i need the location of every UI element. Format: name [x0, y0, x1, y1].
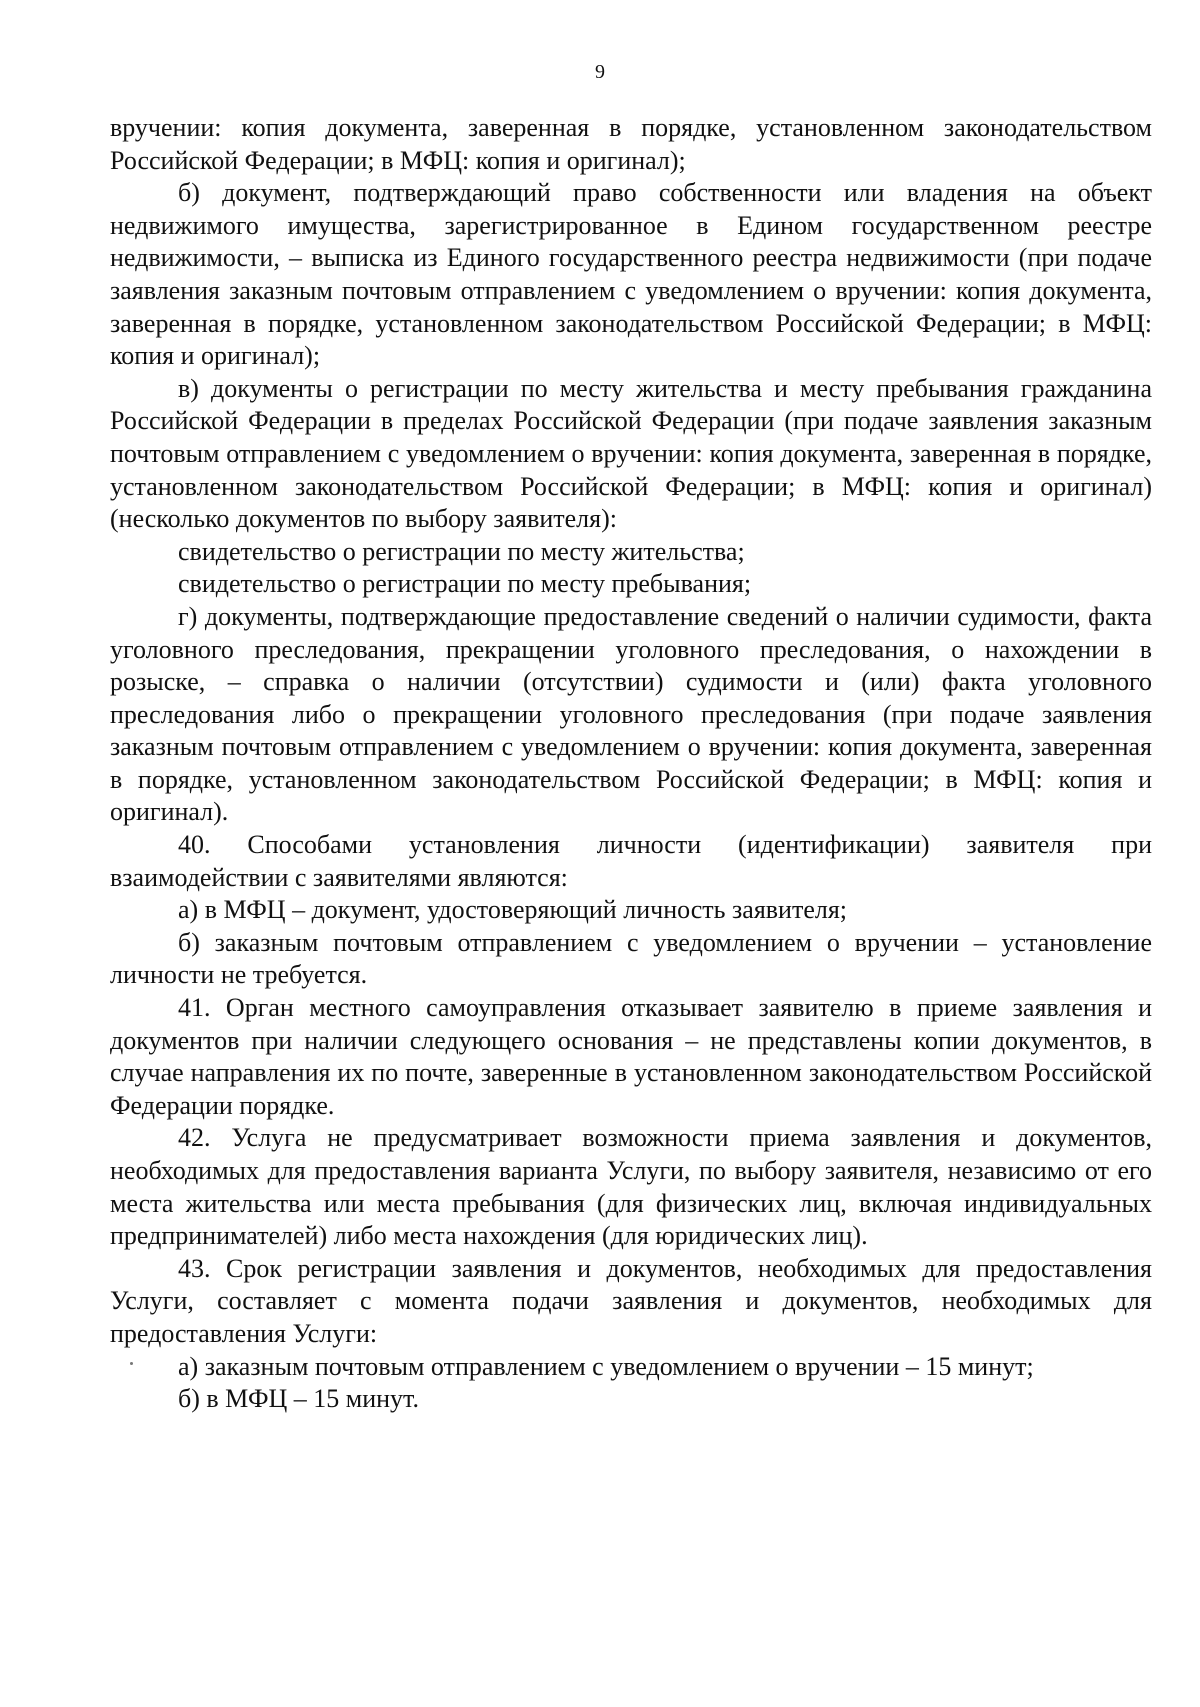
paragraph-item-v-registration: в) документы о регистрации по месту жительства и месту пребывания гражданина Российской Федерации в пределах Российской Федерации (при подаче заявления заказным почтовым отправлением с уведомлением о вручении: копия документа, заверенная в порядке, установленном законодательством Российской Федерации; в МФЦ: копия и оригинал) (несколько документов по выбору заявителя): — [110, 373, 1152, 534]
paragraph-43-registration-term: 43. Срок регистрации заявления и документов, необходимых для предоставления Услуги, составляет с момента подачи заявления и документов, необходимых для предоставления Услуги: — [110, 1253, 1152, 1348]
paragraph-residence-certificate: свидетельство о регистрации по месту жительства; — [178, 536, 745, 566]
page-number: 9 — [595, 61, 605, 83]
paragraph-stay-certificate: свидетельство о регистрации по месту пребывания; — [178, 569, 752, 599]
paragraph-40-a-mfc: а) в МФЦ – документ, удостоверяющий личность заявителя; — [178, 895, 848, 925]
paragraph-43-a-mail: а) заказным почтовым отправлением с уведомлением о вручении – 15 минут; — [178, 1351, 1034, 1381]
document-body — [110, 112, 1152, 1416]
paragraph-continuation: вручении: копия документа, заверенная в порядке, установленном законодательством Российской Федерации; в МФЦ: копия и оригинал); — [110, 113, 1152, 175]
paragraph-42-extraterritorial: 42. Услуга не предусматривает возможности приема заявления и документов, необходимых для предоставления варианта Услуги, по выбору заявителя, независимо от его места жительства или места пребывания (для физических лиц, включая индивидуальных предпринимателей) либо места нахождения (для юридических лиц). — [110, 1123, 1152, 1251]
paragraph-item-g-criminal-record: г) документы, подтверждающие предоставление сведений о наличии судимости, факта уголовного преследования, прекращении уголовного преследования, о нахождении в розыске, – справка о наличии (отсутствии) судимости и (или) факта уголовного преследования либо о прекращении уголовного преследования (при подаче заявления заказным почтовым отправлением с уведомлением о вручении: копия документа, заверенная в порядке, установленном законодательством Российской Федерации; в МФЦ: копия и оригинал). — [110, 601, 1152, 827]
scan-speck — [130, 1362, 133, 1365]
paragraph-43-b-mfc: б) в МФЦ – 15 минут. — [178, 1384, 419, 1414]
paragraph-40-identification: 40. Способами установления личности (идентификации) заявителя при взаимодействии с заявителями являются: — [110, 830, 1152, 892]
paragraph-40-b-mail: б) заказным почтовым отправлением с уведомлением о вручении – установление личности не требуется. — [110, 927, 1152, 990]
paragraph-item-b-ownership: б) документ, подтверждающий право собственности или владения на объект недвижимого имущества, зарегистрированное в Едином государственном реестре недвижимости, – выписка из Единого государственного реестра недвижимости (при подаче заявления заказным почтовым отправлением с уведомлением о вручении: копия документа, заверенная в порядке, установленном законодательством Российской Федерации; в МФЦ: копия и оригинал); — [110, 178, 1152, 371]
paragraph-41-refusal: 41. Орган местного самоуправления отказывает заявителю в приеме заявления и документов при наличии следующего основания – не представлены копии документов, в случае направления их по почте, заверенные в установленном законодательством Российской Федерации порядке. — [110, 993, 1152, 1120]
